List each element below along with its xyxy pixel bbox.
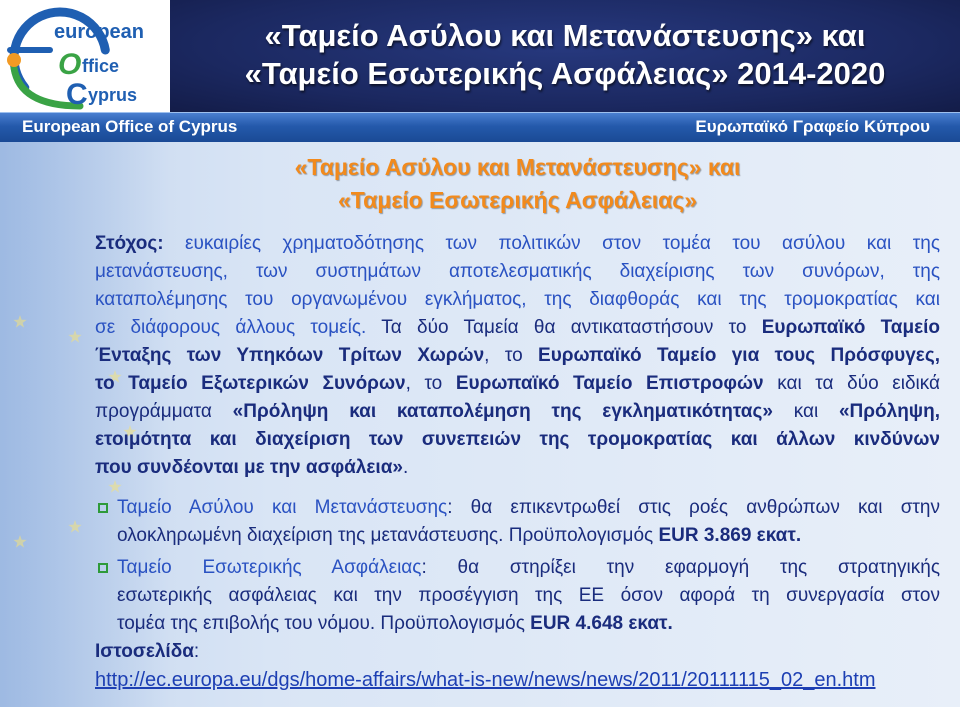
website-link[interactable]: http://ec.europa.eu/dgs/home-affairs/what-is-new/news/news/2011/20111115_02_en.htm (95, 669, 876, 691)
connector-text: προγράμματα (95, 401, 233, 422)
paragraph-line-7 (95, 398, 940, 426)
subtitle (95, 151, 940, 217)
logo-word-yprus: yprus (88, 85, 138, 105)
paragraph-line-5 (95, 342, 940, 370)
office-name-greek: Ευρωπαϊκό Γραφείο Κύπρου (695, 117, 930, 136)
main-content (95, 230, 940, 695)
bullet-text: εσωτερικής ασφάλειας και την προσέγγιση της ΕΕ όσον αφορά τη συνεργασία στον (117, 585, 940, 606)
fund-name: Ευρωπαϊκό Ταμείο (761, 317, 940, 338)
logo-letter-c: C (66, 78, 88, 111)
separator-text: , το (405, 373, 456, 394)
bullet-line (117, 522, 940, 550)
logo-orange-dot (7, 53, 21, 67)
paragraph-line-8 (95, 426, 940, 454)
bullet-fund-name: Ταμείο Ασύλου και Μετανάστευσης (117, 497, 448, 518)
separator-text: , το (484, 345, 539, 366)
paragraph-line-4 (95, 314, 940, 342)
logo-word-european: european (54, 21, 145, 43)
separator-text: , (934, 345, 940, 366)
bullet-text: τομέα της επιβολής του νόμου. Προϋπολογισμός (117, 613, 531, 634)
square-bullet-icon (98, 503, 108, 513)
bullet-text: : θα στηρίξει την εφαρμογή της στρατηγικής (421, 557, 940, 578)
bullet-line (117, 494, 940, 522)
connector-text: και τα δύο ειδικά (763, 373, 940, 394)
replacement-text: Τα δύο Ταμεία θα αντικαταστήσουν το (366, 317, 762, 338)
paragraph-line-3 (95, 286, 940, 314)
paragraph-line-6 (95, 370, 940, 398)
objective-text: ευκαιρίες χρηματοδότησης των πολιτικών στον τομέα του ασύλου και της (163, 233, 940, 254)
list-item-asylum-fund (95, 494, 940, 550)
paragraph-line-2 (95, 258, 940, 286)
subtitle-line-1: «Ταμείο Ασύλου και Μετανάστευσης» και (294, 154, 741, 180)
office-name-english: European Office of Cyprus (22, 117, 238, 136)
fund-name: Ευρωπαϊκό Ταμείο Επιστροφών (455, 373, 764, 394)
bullet-text: : θα επικεντρωθεί στις ροές ανθρώπων και στην (447, 497, 940, 518)
bullet-text: ολοκληρωμένη διαχείριση της μετανάστευσης. Προϋπολογισμός (117, 525, 659, 546)
page-title-line-2: «Ταμείο Εσωτερικής Ασφάλειας» 2014-2020 (244, 56, 886, 91)
paragraph-line-1 (95, 230, 940, 258)
programme-name: «Πρόληψη, (838, 401, 941, 422)
office-strip (0, 112, 960, 142)
programme-name: «Πρόληψη και καταπολέμηση της εγκληματικότητας» (232, 401, 773, 422)
objective-label: Στόχος: (95, 233, 164, 254)
objective-text: μετανάστευσης, των συστημάτων αποτελεσματικής διαχείρισης των συνόρων, της (95, 261, 940, 282)
fund-name: Ένταξης των Υπηκόων Τρίτων Χωρών (95, 345, 485, 366)
budget-amount: EUR 3.869 εκατ. (658, 525, 802, 546)
bullet-line (117, 554, 940, 582)
paragraph-line-9 (95, 454, 940, 482)
list-item-security-fund (95, 554, 940, 638)
logo-word-ffice: ffice (82, 56, 120, 76)
objective-text: καταπολέμησης του οργανωμένου εγκλήματος, της διαφθοράς και της τρομοκρατίας και (95, 289, 940, 310)
website-label: Ιστοσελίδα (95, 641, 194, 662)
website-heading (95, 638, 940, 666)
header (170, 0, 960, 112)
logo-graphic (0, 0, 170, 112)
fund-name: το Ταμείο Εξωτερικών Συνόρων (95, 373, 406, 394)
fund-name: Ευρωπαϊκό Ταμείο για τους Πρόσφυγες (538, 345, 935, 366)
objective-text: σε διάφορους άλλους τομείς. (95, 317, 367, 338)
page-title-line-1: «Ταμείο Ασύλου και Μετανάστευσης» και (264, 18, 866, 53)
bullet-line (117, 582, 940, 610)
website-link-line (95, 666, 940, 695)
subtitle-line-2: «Ταμείο Εσωτερικής Ασφάλειας» (337, 187, 698, 213)
objective-paragraph (95, 230, 940, 482)
logo-letter-o: O (58, 48, 82, 81)
programme-name: που συνδέονται με την ασφάλεια» (95, 457, 403, 478)
budget-amount: EUR 4.648 εκατ. (530, 613, 673, 634)
square-bullet-icon (98, 563, 108, 573)
programme-name: ετοιμότητα και διαχείριση των συνεπειών της τρομοκρατίας και άλλων κινδύνων (95, 429, 940, 450)
logo (0, 0, 170, 112)
website-colon: : (193, 641, 200, 662)
bullet-line (117, 610, 940, 638)
page-title (170, 0, 960, 93)
bullet-fund-name: Ταμείο Εσωτερικής Ασφάλειας (117, 557, 422, 578)
sentence-end: . (402, 457, 409, 478)
connector-text: και (772, 401, 839, 422)
